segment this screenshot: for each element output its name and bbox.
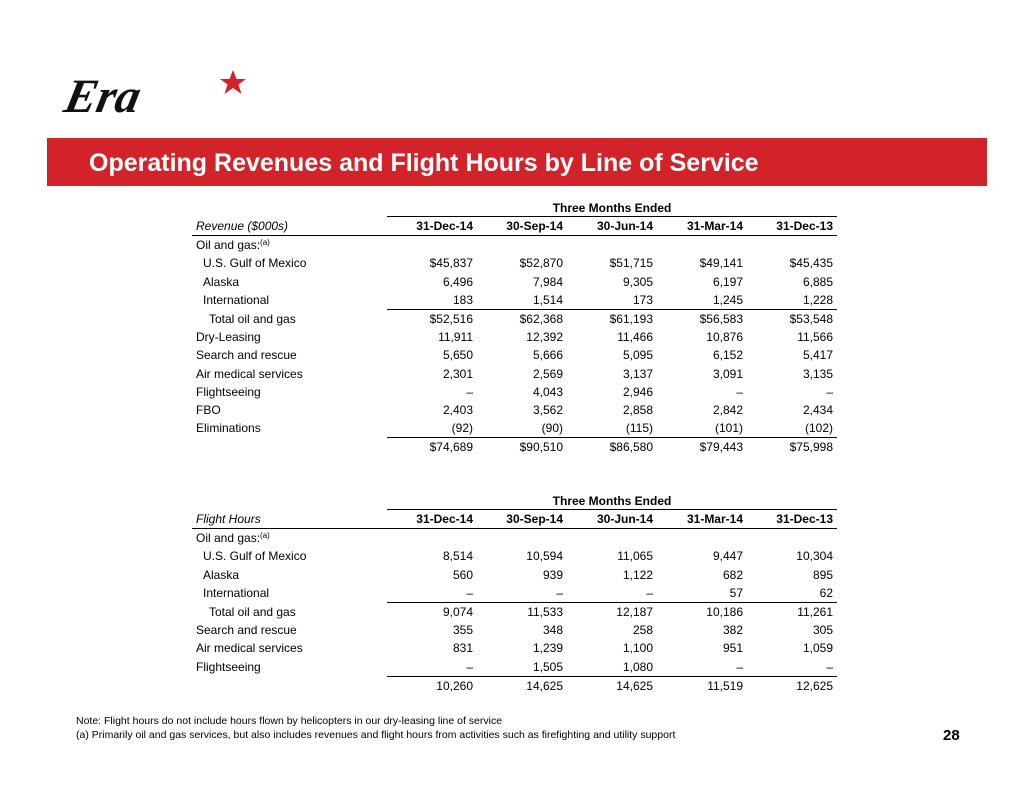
table-row-subtotal	[192, 309, 837, 328]
row-label: Air medical services	[196, 641, 303, 656]
hours-col-header: 31-Dec-14	[387, 510, 477, 529]
row-label: U.S. Gulf of Mexico	[203, 549, 307, 564]
row-value: $56,583	[699, 312, 743, 327]
row-value: $79,443	[699, 440, 743, 455]
row-value: 11,533	[527, 605, 563, 620]
row-value: (115)	[567, 419, 657, 438]
revenue-col-header: 30-Jun-14	[567, 217, 657, 236]
row-label: Flightseeing	[196, 659, 261, 674]
table-row	[192, 547, 837, 565]
table-row	[192, 621, 837, 639]
row-value: 12,392	[526, 330, 563, 345]
row-value: 2,858	[622, 402, 653, 417]
hours-section-row	[192, 529, 837, 548]
row-value: 1,080	[567, 658, 657, 677]
row-value: (102)	[747, 419, 837, 438]
row-value: $62,368	[519, 312, 563, 327]
row-value: $45,837	[429, 256, 473, 271]
row-value: 11,911	[438, 330, 473, 345]
table-row	[192, 254, 837, 272]
hours-col-header: 30-Sep-14	[477, 510, 567, 529]
row-value: 8,514	[442, 549, 473, 564]
row-label: Air medical services	[196, 366, 303, 381]
row-label: Search and rescue	[196, 623, 297, 638]
row-value: 305	[812, 623, 833, 638]
revenue-section-row	[192, 236, 837, 255]
era-logo-mark	[59, 66, 250, 126]
table-row	[192, 291, 837, 310]
row-value: –	[567, 584, 657, 603]
row-value: 10,260	[436, 678, 473, 693]
table-row	[192, 639, 837, 657]
footnote-a: (a) Primarily oil and gas services, but also includes revenues and flight hours from activities such as firefighting and utility support	[76, 728, 676, 741]
row-value: 682	[722, 567, 743, 582]
revenue-table	[192, 199, 837, 456]
row-value: 9,447	[712, 549, 743, 564]
row-value: 12,187	[616, 605, 653, 620]
row-value: (92)	[387, 419, 477, 438]
table-row-total	[192, 676, 837, 695]
row-value: 4,043	[532, 384, 563, 399]
row-value: 11,466	[617, 330, 653, 345]
table-row	[192, 566, 837, 584]
row-value: $53,548	[789, 312, 833, 327]
era-logo	[59, 66, 250, 126]
row-value: $61,193	[609, 312, 653, 327]
revenue-col-header: 31-Dec-14	[387, 217, 477, 236]
row-value: –	[477, 584, 567, 603]
row-value: 1,100	[622, 641, 653, 656]
row-value: $86,580	[609, 440, 653, 455]
row-value: 1,514	[477, 291, 567, 310]
row-value: 2,403	[442, 402, 473, 417]
row-label: Alaska	[203, 567, 240, 582]
hours-col-header: 30-Jun-14	[567, 510, 657, 529]
logo-wordmark: Era	[59, 70, 146, 123]
table-row-total	[192, 438, 837, 457]
row-value: 11,519	[707, 678, 743, 693]
row-value: –	[657, 658, 747, 677]
table-row-subtotal	[192, 602, 837, 621]
row-value: 5,666	[532, 348, 563, 363]
table-row	[192, 273, 837, 291]
row-value: 5,417	[802, 348, 833, 363]
row-label	[192, 438, 387, 457]
row-value: 11,566	[797, 330, 833, 345]
row-value: 1,228	[747, 291, 837, 310]
revenue-group-header: Three Months Ended	[387, 199, 837, 217]
row-value: 355	[452, 623, 473, 638]
row-value: (90)	[477, 419, 567, 438]
revenue-group-header-row	[192, 199, 837, 217]
revenue-col-header: 31-Mar-14	[657, 217, 747, 236]
row-value: 7,984	[532, 274, 563, 289]
row-label: Total oil and gas	[209, 604, 296, 619]
table-row	[192, 383, 837, 401]
row-value: 2,434	[802, 402, 833, 417]
footnote-ref: (a)	[260, 531, 270, 541]
table-row	[192, 419, 837, 438]
row-value: 1,245	[657, 291, 747, 310]
section-label: Oil and gas:$^{(a)}$	[196, 531, 270, 546]
row-value: –	[387, 658, 477, 677]
flight-hours-table	[192, 492, 837, 695]
row-value: 183	[387, 291, 477, 310]
row-value: 3,091	[712, 366, 743, 381]
row-value: 2,842	[712, 402, 743, 417]
row-value: 348	[542, 623, 563, 638]
row-value: 3,137	[622, 366, 653, 381]
row-value: 10,876	[706, 330, 743, 345]
row-value: 5,095	[622, 348, 653, 363]
row-value: $74,689	[429, 440, 473, 455]
page-title: Operating Revenues and Flight Hours by Line of Service	[89, 149, 759, 177]
table-row	[192, 365, 837, 383]
table-row	[192, 346, 837, 364]
hours-group-header-row	[192, 492, 837, 510]
row-value: 9,074	[442, 605, 473, 620]
row-label: Alaska	[203, 274, 240, 289]
row-label: Flightseeing	[196, 384, 261, 399]
row-value: 9,305	[622, 274, 653, 289]
row-value: 11,065	[617, 549, 653, 564]
row-value: –	[826, 384, 833, 399]
row-label: Search and rescue	[196, 348, 297, 363]
row-value: 6,197	[712, 274, 743, 289]
row-value: 6,496	[442, 274, 473, 289]
row-label: International	[203, 293, 270, 308]
row-value: 6,885	[802, 274, 833, 289]
table-row	[192, 658, 837, 677]
row-value: 382	[722, 623, 743, 638]
row-value: $52,870	[519, 256, 563, 271]
row-value: –	[747, 658, 837, 677]
note-line: Note: Flight hours do not include hours flown by helicopters in our dry-leasing line of service	[76, 715, 503, 727]
hours-label-header: Flight Hours	[192, 510, 387, 529]
row-label: International	[203, 586, 270, 601]
footnote-ref: (a)	[260, 238, 270, 248]
row-value: $45,435	[789, 256, 833, 271]
row-value: 1,239	[532, 641, 563, 656]
row-value: 62	[747, 584, 837, 603]
row-value: 939	[542, 567, 563, 582]
table-row	[192, 584, 837, 603]
row-value: 11,261	[797, 605, 833, 620]
revenue-column-header-row	[192, 217, 837, 236]
row-value: 10,594	[526, 549, 563, 564]
row-label: U.S. Gulf of Mexico	[203, 256, 307, 271]
row-value: $51,715	[609, 256, 653, 271]
row-label: Eliminations	[196, 421, 261, 436]
table-row	[192, 401, 837, 419]
row-value: 2,946	[622, 384, 653, 399]
row-value: 1,122	[622, 567, 653, 582]
row-value: 10,304	[796, 549, 833, 564]
row-value: 6,152	[712, 348, 743, 363]
row-value: 1,059	[802, 641, 833, 656]
row-value: 560	[452, 567, 473, 582]
row-value: 14,625	[616, 678, 653, 693]
row-value: 14,625	[526, 678, 563, 693]
row-value: 895	[812, 567, 833, 582]
row-value: (101)	[657, 419, 747, 438]
row-value: $49,141	[699, 256, 743, 271]
row-value: 3,135	[802, 366, 833, 381]
row-value: –	[466, 384, 473, 399]
row-value: 258	[632, 623, 653, 638]
hours-col-header: 31-Dec-13	[747, 510, 837, 529]
row-label: Dry-Leasing	[196, 330, 261, 345]
page-number: 28	[943, 727, 960, 744]
revenue-col-header: 31-Dec-13	[747, 217, 837, 236]
logo-star-icon	[220, 70, 246, 94]
row-value: 951	[722, 641, 743, 656]
row-value: $52,516	[429, 312, 473, 327]
hours-col-header: 31-Mar-14	[657, 510, 747, 529]
hours-group-header: Three Months Ended	[387, 492, 837, 510]
row-value: 831	[452, 641, 473, 656]
row-value: 2,569	[532, 366, 563, 381]
row-value: 1,505	[477, 658, 567, 677]
row-value: 12,625	[796, 678, 833, 693]
row-value: 3,562	[532, 402, 563, 417]
row-value: 5,650	[442, 348, 473, 363]
row-label: FBO	[196, 402, 221, 417]
row-value: 2,301	[442, 366, 473, 381]
row-label: Total oil and gas	[209, 311, 296, 326]
revenue-col-header: 30-Sep-14	[477, 217, 567, 236]
row-value: $75,998	[789, 440, 833, 455]
row-value: $90,510	[519, 440, 563, 455]
row-label	[192, 676, 387, 695]
revenue-label-header: Revenue ($000s)	[192, 217, 387, 236]
row-value: –	[736, 384, 743, 399]
table-row	[192, 328, 837, 346]
row-value: 57	[657, 584, 747, 603]
title-banner	[47, 138, 987, 186]
row-value: 10,186	[706, 605, 743, 620]
row-value: 173	[567, 291, 657, 310]
row-value: –	[387, 584, 477, 603]
hours-column-header-row	[192, 510, 837, 529]
footnotes	[76, 715, 675, 742]
section-label: Oil and gas:$^{(a)}$	[196, 238, 270, 253]
